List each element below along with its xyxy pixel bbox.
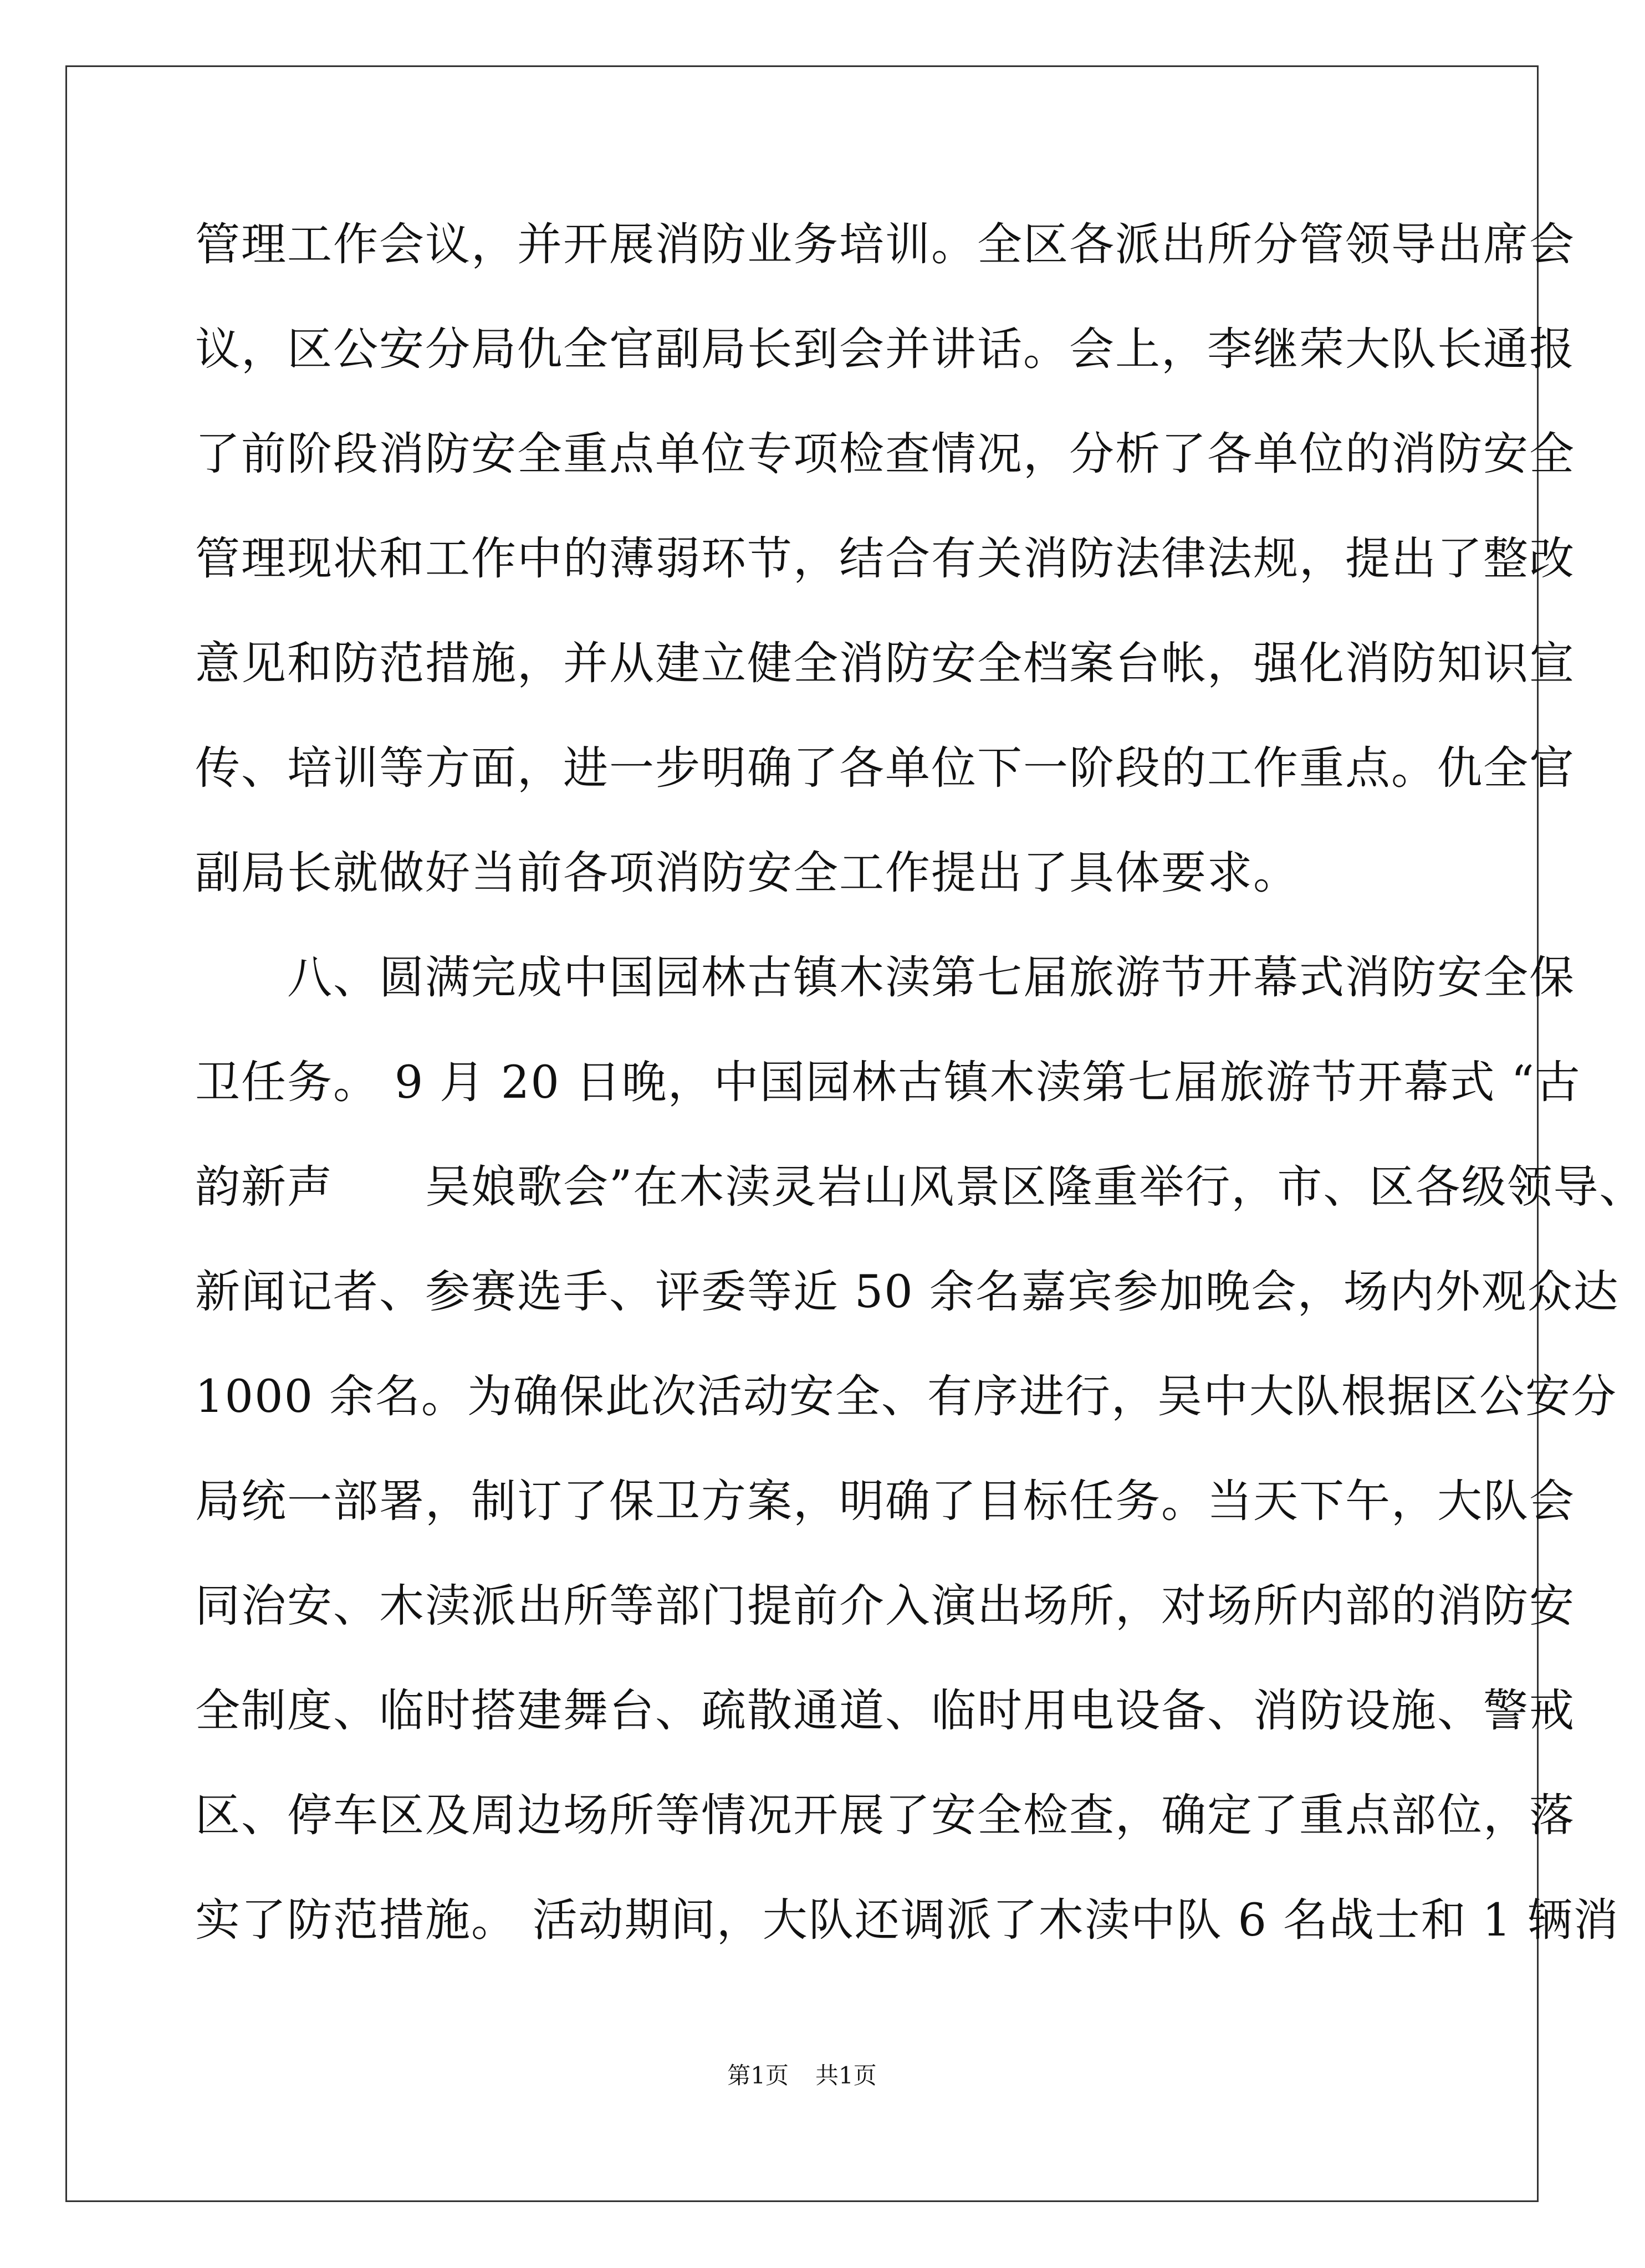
document-body: [195, 206, 1645, 1987]
text-line: 八、圆满完成中国园林古镇木渎第七届旅游节开幕式消防安全保: [195, 952, 1576, 1004]
text-line: 副局长就做好当前各项消防安全工作提出了具体要求。: [195, 847, 1300, 899]
text-line: 议，区公安分局仇全官副局长到会并讲话。会上，李继荣大队长通报: [195, 324, 1576, 376]
text-line: 区、停车区及周边场所等情况开展了安全检查，确定了重点部位，落: [195, 1790, 1576, 1842]
page-number: 第1页: [727, 2062, 789, 2089]
text-line: 意见和防范措施，并从建立健全消防安全档案台帐，强化消防知识宣: [195, 638, 1576, 690]
text-line: 管理工作会议，并开展消防业务培训。全区各派出所分管领导出席会: [195, 219, 1576, 271]
text-line: 1000 余名。为确保此次活动安全、有序进行，吴中大队根据区公安分: [195, 1371, 1617, 1423]
text-line: 韵新声 吴娘歌会”在木渎灵岩山风景区隆重举行，市、区各级领导、: [195, 1161, 1645, 1214]
text-line: 传、培训等方面，进一步明确了各单位下一阶段的工作重点。仇全官: [195, 743, 1576, 795]
text-line: 卫任务。 9 月 20 日晚，中国园林古镇木渎第七届旅游节开幕式 “古: [195, 1057, 1581, 1109]
text-line: 实了防范措施。 活动期间，大队还调派了木渎中队 6 名战士和 1 辆消: [195, 1895, 1620, 1947]
text-line: 局统一部署，制订了保卫方案，明确了目标任务。当天下午，大队会: [195, 1476, 1576, 1528]
text-line: 新闻记者、参赛选手、评委等近 50 余名嘉宾参加晚会，场内外观众达: [195, 1266, 1620, 1318]
text-line: 全制度、临时搭建舞台、疏散通道、临时用电设备、消防设施、警戒: [195, 1685, 1576, 1737]
text-line: 了前阶段消防安全重点单位专项检查情况，分析了各单位的消防安全: [195, 428, 1576, 480]
text-line: 管理现状和工作中的薄弱环节，结合有关消防法律法规，提出了整改: [195, 533, 1576, 585]
text-line: 同治安、木渎派出所等部门提前介入演出场所，对场所内部的消防安: [195, 1580, 1576, 1632]
page-footer: [0, 2059, 1604, 2092]
page-total: 共1页: [815, 2062, 877, 2089]
